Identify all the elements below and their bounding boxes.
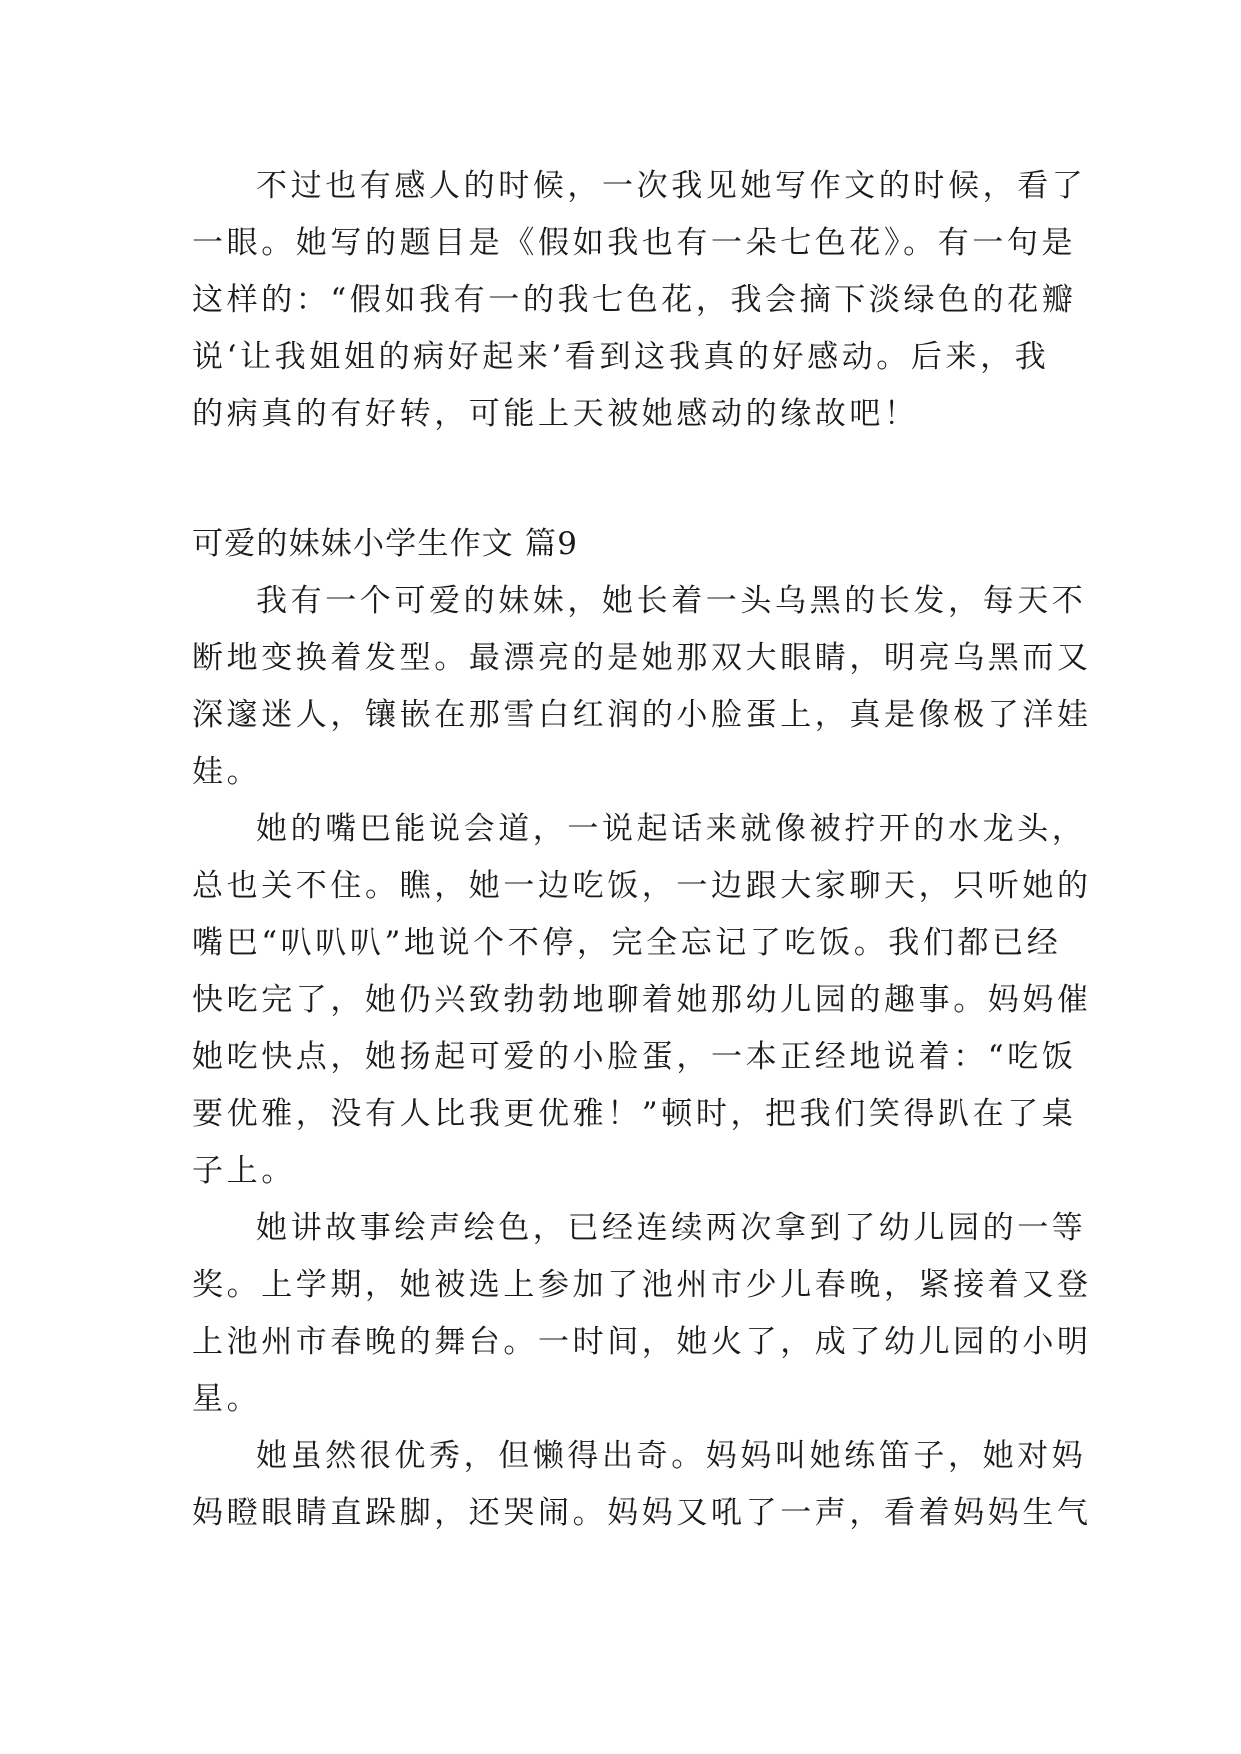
- paragraph-intro: [192, 158, 1087, 443]
- text-line: 一眼。她写的题目是《假如我也有一朵七色花》。有一句是: [192, 225, 1077, 261]
- text-line: 她讲故事绘声绘色，已经连续两次拿到了幼儿园的一等: [256, 1210, 1087, 1246]
- paragraph-4: [192, 1428, 1092, 1542]
- text-line: 快吃完了，她仍兴致勃勃地聊着她那幼儿园的趣事。妈妈催: [192, 982, 1092, 1018]
- text-line: 奖。上学期，她被选上参加了池州市少儿春晚，紧接着又登: [192, 1267, 1092, 1303]
- text-line: 她吃快点，她扬起可爱的小脸蛋，一本正经地说着：“吃饭: [192, 1039, 1077, 1075]
- text-line: 断地变换着发型。最漂亮的是她那双大眼睛，明亮乌黑而又: [192, 640, 1092, 676]
- text-line: 的病真的有好转，可能上天被她感动的缘故吧！: [192, 396, 919, 432]
- text-line: 上池州市春晚的舞台。一时间，她火了，成了幼儿园的小明: [192, 1324, 1092, 1360]
- paragraph-3: [192, 1200, 1092, 1428]
- text-line: 娃。: [192, 754, 262, 790]
- paragraph-2: [192, 801, 1092, 1200]
- text-line: 总也关不住。瞧，她一边吃饭，一边跟大家聊天，只听她的: [192, 868, 1092, 904]
- text-line: 不过也有感人的时候，一次我见她写作文的时候，看了: [256, 168, 1087, 204]
- text-line: 说‘让我姐姐的病好起来’看到这我真的好感动。后来，我: [192, 339, 1050, 375]
- essay-section: [192, 516, 1092, 1542]
- section-heading: 可爱的妹妹小学生作文 篇9: [192, 526, 579, 562]
- text-line: 这样的：“假如我有一的我七色花，我会摘下淡绿色的花瓣: [192, 282, 1077, 318]
- document-body: [192, 158, 1092, 1531]
- text-line: 子上。: [192, 1153, 296, 1189]
- text-line: 深邃迷人，镶嵌在那雪白红润的小脸蛋上，真是像极了洋娃: [192, 697, 1092, 733]
- text-line: 妈瞪眼睛直跺脚，还哭闹。妈妈又吼了一声，看着妈妈生气: [192, 1495, 1092, 1531]
- text-line: 星。: [192, 1381, 262, 1417]
- text-line: 她的嘴巴能说会道，一说起话来就像被拧开的水龙头，: [256, 811, 1087, 847]
- text-line: 要优雅，没有人比我更优雅！”顿时，把我们笑得趴在了桌: [192, 1096, 1077, 1132]
- text-line: 嘴巴“叭叭叭”地说个不停，完全忘记了吃饭。我们都已经: [192, 925, 1062, 961]
- text-line: 她虽然很优秀，但懒得出奇。妈妈叫她练笛子，她对妈: [256, 1438, 1087, 1474]
- text-line: 我有一个可爱的妹妹，她长着一头乌黑的长发，每天不: [256, 583, 1087, 619]
- paragraph-1: [192, 573, 1092, 801]
